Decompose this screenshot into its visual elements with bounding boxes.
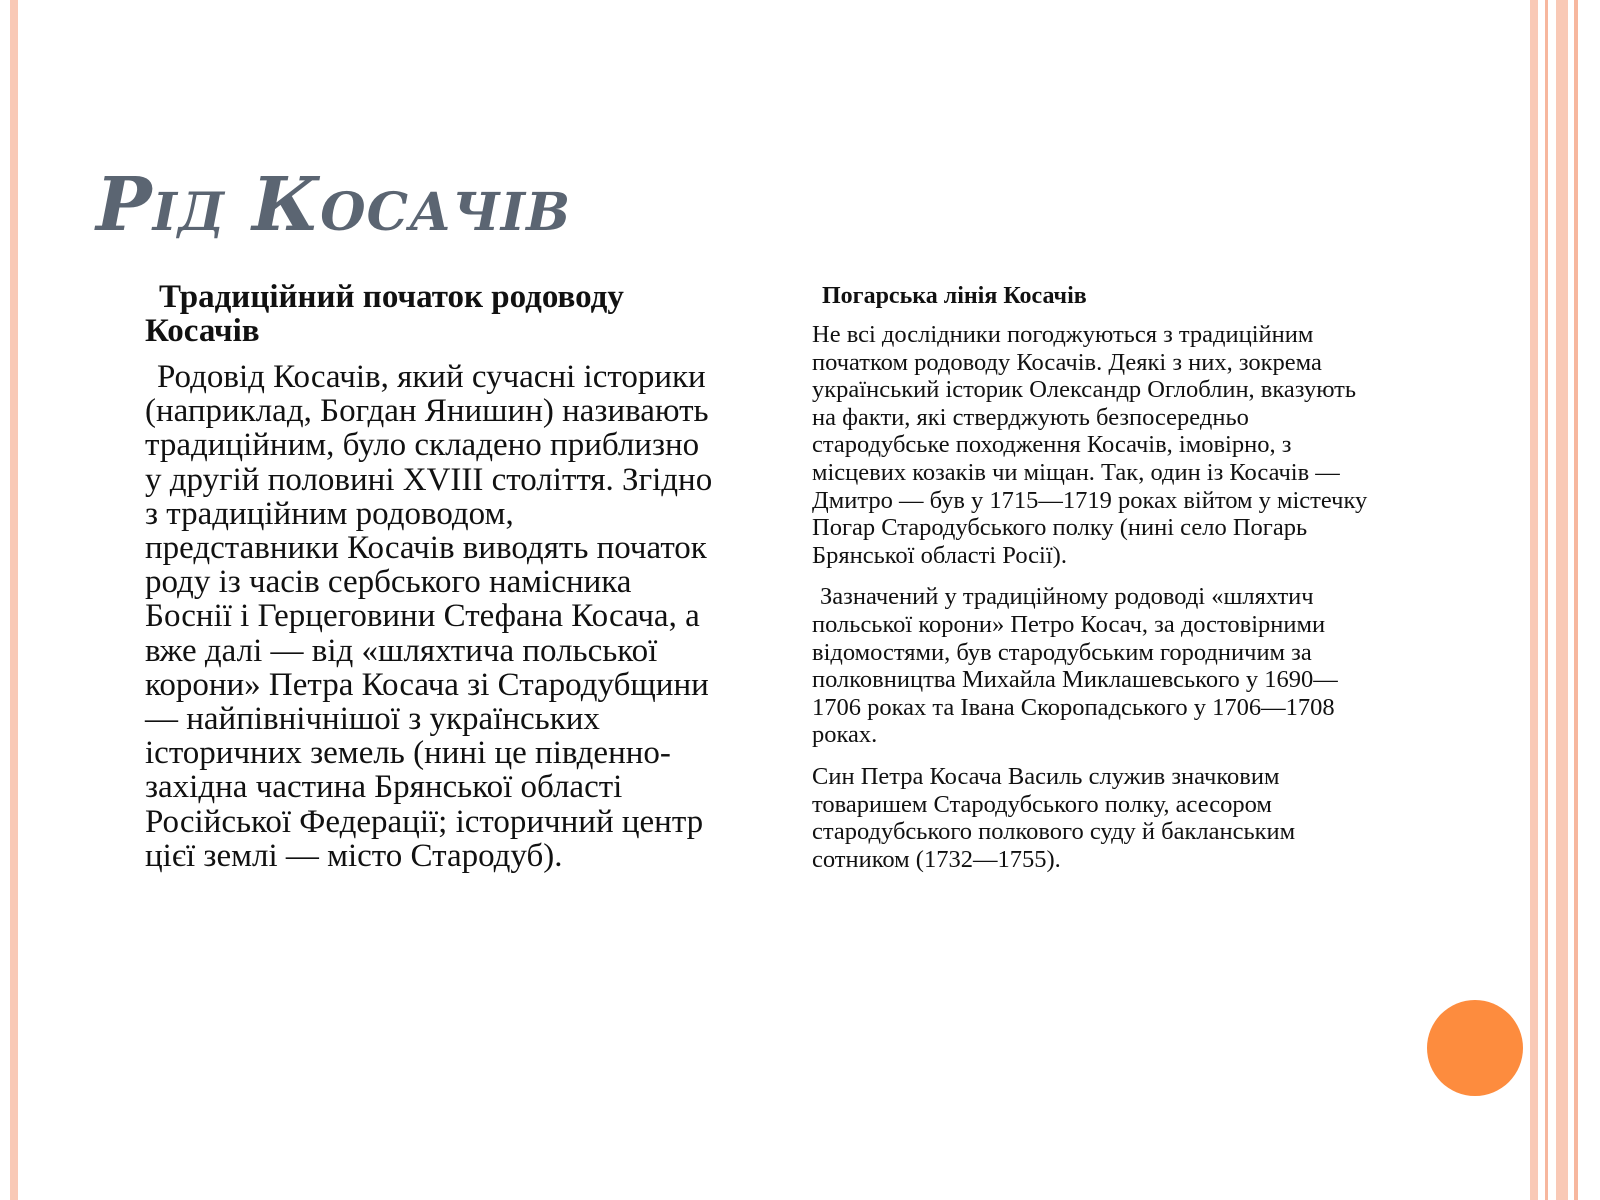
right-column-heading: Погарська лінія Косачів bbox=[822, 283, 1087, 309]
right-decorative-line bbox=[1530, 0, 1538, 1200]
right-decorative-line bbox=[1545, 0, 1548, 1200]
decorative-circle bbox=[1427, 1000, 1523, 1096]
left-decorative-line bbox=[10, 0, 18, 1200]
left-column-body: Родовід Косачів, який сучасні історики (наприклад, Богдан Янишин) називають традиційним, було складено приблизно у другій половині XVIII століття. Згідно з традиційним родоводом, представники Косачів виводять початок роду із часів сербського намісника Боснії і Герцеговини Стефана Косача, а вже далі — від «шляхтича польської корони» Петра Косача зі Стародубщини — найпівнічнішої з українських історичних земель (нині це південно-західна частина Брянської області Російської Федерації; історичний центр цієї землі — місто Стародуб). bbox=[145, 359, 713, 874]
right-column-paragraph: Син Петра Косача Василь служив значковим товаришем Стародубського полку, асесором стародубського полкового суду й бакланським сотником (1732—1755). bbox=[812, 762, 1296, 873]
slide-title: Рід Косачів bbox=[96, 162, 572, 248]
right-decorative-line bbox=[1574, 0, 1578, 1200]
right-column-paragraph: Зазначений у традиційному родоводі «шляхтич польської корони» Петро Косач, за достовірними відомостями, був стародубським городничим за полковництва Михайла Миклашевського у 1690—1706 роках та Івана Скоропадського у 1706—1708 роках. bbox=[812, 583, 1338, 749]
right-decorative-line bbox=[1556, 0, 1568, 1200]
left-column bbox=[145, 280, 715, 873]
right-column bbox=[812, 283, 1382, 887]
left-column-heading: Традиційний початок родоводу Косачів bbox=[145, 279, 624, 349]
right-column-paragraph: Не всі дослідники погоджуються з традиційним початком родоводу Косачів. Деякі з них, зокрема український історик Олександр Оглоблин, вказують на факти, які стверджують безпосередньо стародубське походження Косачів, імовірно, з місцевих козаків чи міщан. Так, один із Косачів — Дмитро — був у 1715—1719 роках війтом у містечку Погар Стародубського полку (нині село Погарь Брянської області Росії). bbox=[812, 321, 1368, 569]
